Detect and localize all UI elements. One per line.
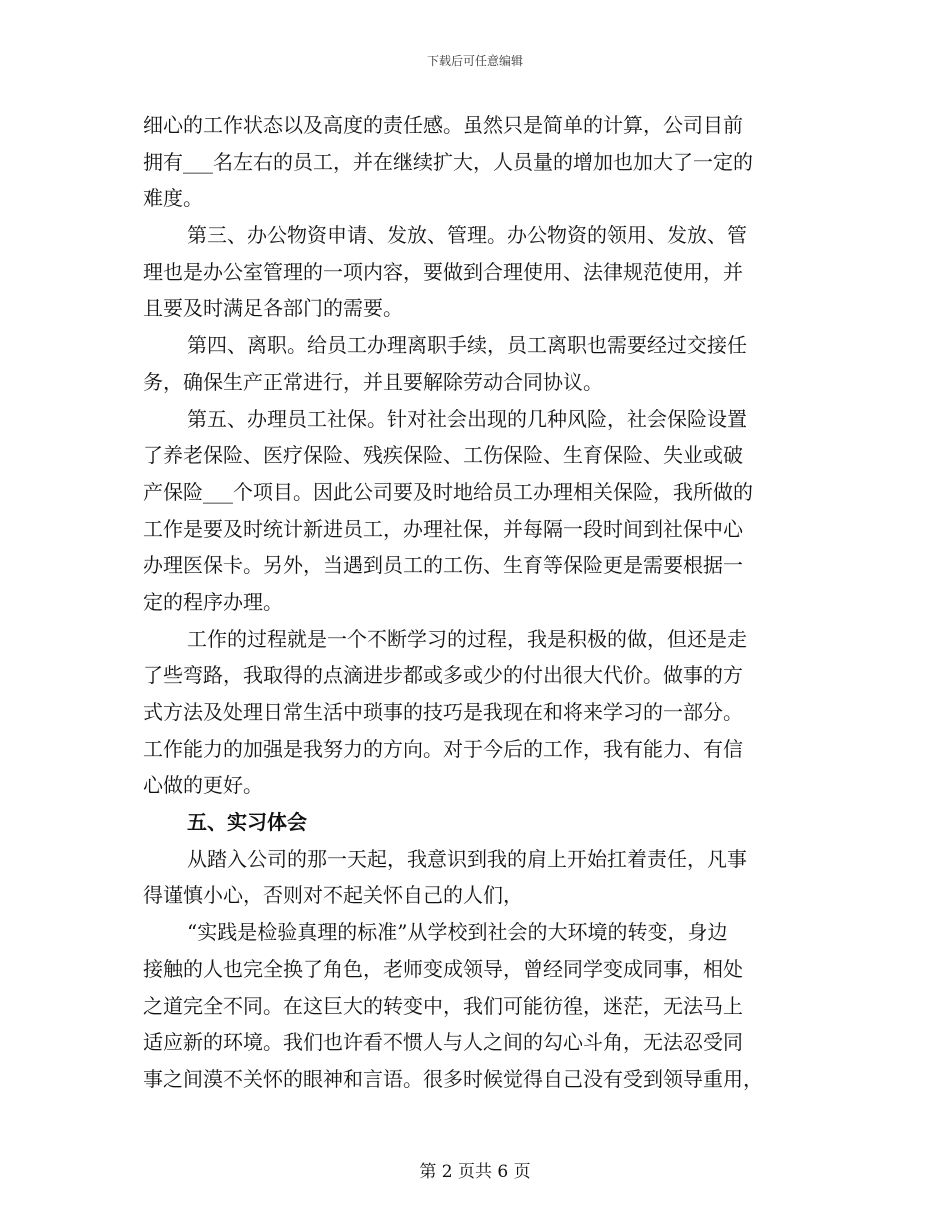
page-number-footer: 第 2 页共 6 页	[419, 1162, 531, 1182]
text-line: 且要及时满足各部门的需要。	[143, 296, 403, 321]
paragraph-start: 从踏入公司的那一天起，我意识到我的肩上开始扛着责任，凡事	[187, 846, 747, 871]
page-header-note: 下载后可任意编辑	[426, 54, 523, 68]
text-line: 工作能力的加强是我努力的方向。对于今后的工作，我有能力、有信	[143, 736, 743, 761]
text-line: 细心的工作状态以及高度的责任感。虽然只是简单的计算，公司目前	[143, 113, 743, 137]
text-line: 式方法及处理日常生活中琐事的技巧是我现在和将来学习的一部分。	[143, 700, 743, 724]
text-line: 之道完全不同。在这巨大的转变中，我们可能彷徨，迷茫，无法马上	[143, 993, 743, 1018]
text-line: 了些弯路，我取得的点滴进步都或多或少的付出很大代价。做事的方	[143, 663, 743, 688]
paragraph-start: 第四、离职。给员工办理离职手续，员工离职也需要经过交接任	[187, 333, 747, 358]
paragraph-start: 工作的过程就是一个不断学习的过程，我是积极的做，但还是走	[187, 626, 747, 651]
text-line: 工作是要及时统计新进员工，办理社保，并每隔一段时间到社保中心	[143, 516, 743, 541]
text-line: 事之间漠不关怀的眼神和言语。很多时候觉得自己没有受到领导重用，	[143, 1066, 763, 1091]
text-line: 办理医保卡。另外，当遇到员工的工伤、生育等保险更是需要根据一	[143, 553, 743, 578]
text-line: 心做的更好。	[143, 773, 263, 798]
text-line: 拥有___名左右的员工，并在继续扩大，人员量的增加也加大了一定的	[143, 149, 753, 174]
text-line: 了养老保险、医疗保险、残疾保险、工伤保险、生育保险、失业或破	[143, 443, 743, 468]
paragraph-start: 第五、办理员工社保。针对社会出现的几种风险，社会保险设置	[187, 406, 747, 431]
text-line: 产保险___个项目。因此公司要及时地给员工办理相关保险，我所做的	[143, 479, 753, 504]
body-text	[143, 107, 807, 1098]
text-line: 难度。	[143, 186, 203, 211]
text-line: 适应新的环境。我们也许看不惯人与人之间的勾心斗角，无法忍受同	[143, 1030, 743, 1055]
section-heading: 五、实习体会	[187, 810, 307, 835]
text-line: 得谨慎小心，否则对不起关怀自己的人们，	[143, 883, 523, 908]
paragraph-start: “实践是检验真理的标准”从学校到社会的大环境的转变，身边	[187, 920, 728, 945]
paragraph-start: 第三、办公物资申请、发放、管理。办公物资的领用、发放、管	[187, 223, 747, 248]
text-line: 理也是办公室管理的一项内容，要做到合理使用、法律规范使用，并	[143, 259, 743, 284]
text-line: 接触的人也完全换了角色，老师变成领导，曾经同学变成同事，相处	[143, 956, 743, 981]
text-line: 定的程序办理。	[143, 589, 283, 614]
text-line: 务，确保生产正常进行，并且要解除劳动合同协议。	[143, 369, 603, 394]
